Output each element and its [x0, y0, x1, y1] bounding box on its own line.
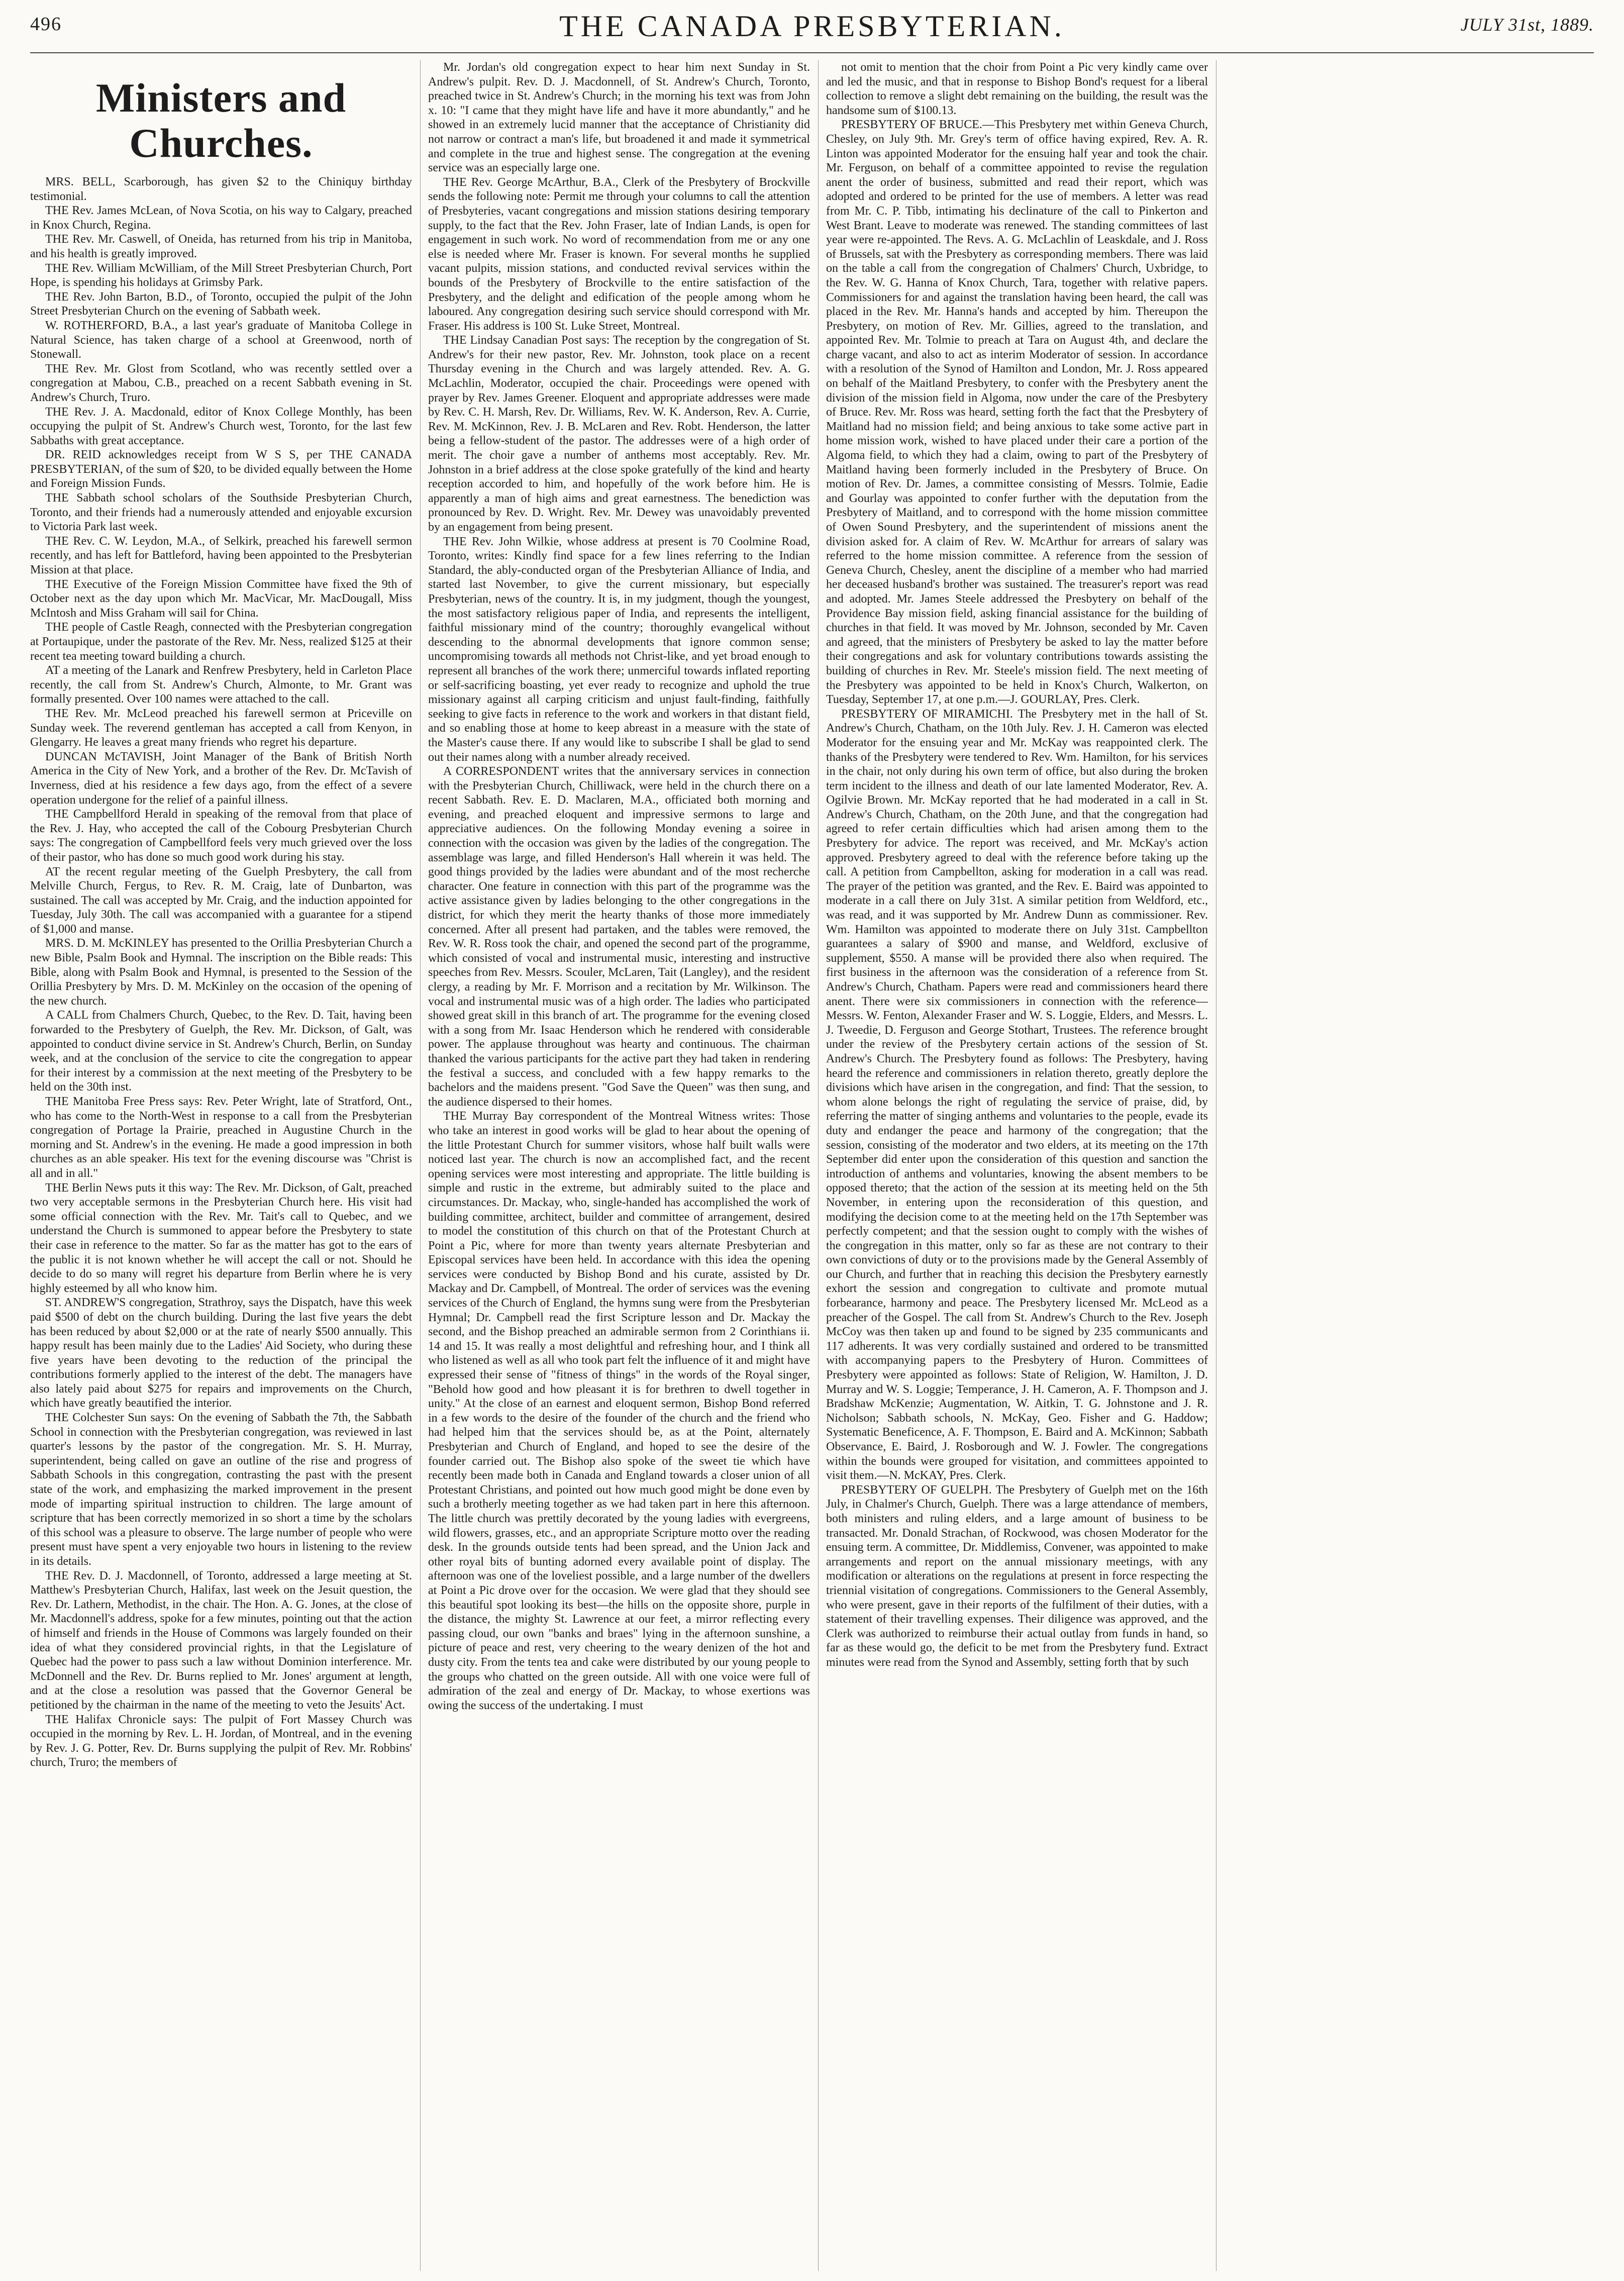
- news-item: A CALL from Chalmers Church, Quebec, to the Rev. D. Tait, having been forwarded to the Presbytery of Guelph, the Rev. Mr. Dickson, of Galt, was appointed to conduct divine service in St. Andrew's Church, Berlin, on Sunday week, and at the conclusion of the service to cite the congregation to appear for their interest by a commission at the next meeting of the Presbytery to be held on the 30th inst.: [30, 1009, 412, 1094]
- header-rule: [30, 52, 1594, 53]
- news-item: THE Rev. William McWilliam, of the Mill Street Presbyterian Church, Port Hope, is spending his holidays at Grimsby Park.: [30, 261, 412, 289]
- news-item: DR. REID acknowledges receipt from W S S, per THE CANADA PRESBYTERIAN, of the sum of $20, to be divided equally between the Home and Foreign Mission Funds.: [30, 448, 412, 490]
- news-item: THE Rev. James McLean, of Nova Scotia, on his way to Calgary, preached in Knox Church, Regina.: [30, 204, 412, 232]
- news-item: Mr. Jordan's old congregation expect to hear him next Sunday in St. Andrew's pulpit. Rev. D. J. Macdonnell, of St. Andrew's Church, Toronto, preached twice in St. Andrew's Church; in the morning his text was from John x. 10: "I came that they might have life and have it more abundantly," and he showed in an extremely lucid manner that the acceptance of Christianity did not narrow or contract a man's life, but broadened it and made it symmetrical and complete in the true and highest sense. The congregation at the evening service was an especially large one.: [428, 61, 810, 175]
- news-item: THE Berlin News puts it this way: The Rev. Mr. Dickson, of Galt, preached two very acceptable sermons in the Presbyterian Church here. His visit had some official connection with the Rev. Mr. Tait's call to Quebec, and we understand the Church is summoned to appear before the Presbytery to state their case in reference to the matter. So far as the matter has got to the ears of the public it is not known whether he will accept the call or not. Should he decide to do so many will regret his departure from Berlin where he is very highly esteemed by all who know him.: [30, 1181, 412, 1295]
- news-item: AT the recent regular meeting of the Guelph Presbytery, the call from Melville Church, Fergus, to Rev. R. M. Craig, late of Dunbarton, was sustained. The call was accepted by Mr. Craig, and the induction appointed for Tuesday, July 30th. The call was accompanied with a guarantee for a stipend of $1,000 and manse.: [30, 865, 412, 936]
- news-item: THE Rev. Mr. Caswell, of Oneida, has returned from his trip in Manitoba, and his health is greatly improved.: [30, 233, 412, 260]
- column-body: [428, 60, 810, 1713]
- article-columns: [30, 60, 1594, 2271]
- news-item: W. ROTHERFORD, B.A., a last year's graduate of Manitoba College in Natural Science, has taken charge of a school at Greenwood, north of Stonewall.: [30, 319, 412, 361]
- news-item: PRESBYTERY OF GUELPH. The Presbytery of Guelph met on the 16th July, in Chalmer's Church, Guelph. There was a large attendance of members, both ministers and ruling elders, and a large amount of business to be transacted. Mr. Donald Strachan, of Rockwood, was chosen Moderator for the ensuing term. A committee, Dr. Middlemiss, Convener, was appointed to make arrangements and report on the annual missionary meetings, with any modification or alterations on the regulations at present in force respecting the triennial visitation of congregations. Commissioners to the General Assembly, who were present, gave in their reports of the fulfilment of their duties, with a statement of their travelling expenses. Their diligence was approved, and the Clerk was authorized to reimburse their actual outlay from funds in hand, so far as these would go, the deficit to be met from the Presbytery fund. Extract minutes were read from the Synod and Assembly, setting forth that by such: [826, 1483, 1208, 1669]
- news-item: DUNCAN McTAVISH, Joint Manager of the Bank of British North America in the City of New York, and a brother of the Rev. Dr. McTavish of Inverness, died at his residence a few days ago, from the effect of a severe operation undergone for the relief of a painful illness.: [30, 750, 412, 807]
- column-body: [826, 60, 1208, 1670]
- news-item: ST. ANDREW'S congregation, Strathroy, says the Dispatch, have this week paid $500 of debt on the church building. During the last five years the debt has been reduced by about $2,000 or at the rate of nearly $500 annually. This happy result has been mainly due to the Ladies' Aid Society, who during these five years have been devoting to the reduction of the principal the contributions formerly applied to the interest of the debt. The managers have also lately paid about $275 for repairs and improvements on the Church, which have greatly beautified the interior.: [30, 1296, 412, 1410]
- column-1: [30, 60, 412, 2271]
- news-item: THE Rev. George McArthur, B.A., Clerk of the Presbytery of Brockville sends the following note: Permit me through your columns to call the attention of Presbyteries, vacant congregations and mission stations desiring temporary supply, to the fact that the Rev. John Fraser, late of Indian Lands, is open for engagement in such work. No word of recommendation from me or any one else is needed where Mr. Fraser is known. For several months he supplied vacant pulpits, mission stations, and conducted revival services within the bounds of the Presbytery of Brockville to the entire satisfaction of the Presbytery, and the delight and edification of the people among whom he laboured. Any congregation desiring such service should correspond with Mr. Fraser. His address is 100 St. Luke Street, Montreal.: [428, 175, 810, 333]
- column-divider: [420, 60, 421, 2271]
- column-2: [428, 60, 810, 2271]
- news-item: THE Lindsay Canadian Post says: The reception by the congregation of St. Andrew's for their new pastor, Rev. Mr. Johnston, took place on a recent Thursday evening in the Church and was largely attended. Rev. A. G. McLachlin, Moderator, occupied the chair. Proceedings were opened with prayer by Rev. James Greener. Eloquent and appropriate addresses were made by Rev. C. H. Marsh, Rev. Dr. Williams, Rev. W. K. Anderson, Rev. A. Currie, Rev. M. McKinnon, Rev. J. B. McLaren and Rev. Robt. Henderson, the latter being a fellow-student of the pastor. The addresses were of a high order of merit. The choir gave a number of anthems most acceptably. Rev. Mr. Johnston in a brief address at the close spoke gratefully of the kind and hearty reception accorded to him, and hopefully of the work before him. He is apparently a man of high aims and great earnestness. The benediction was pronounced by Rev. D. Wright. Rev. Mr. Dewey was unavoidably prevented by an engagement from being present.: [428, 334, 810, 534]
- issue-date: JULY 31st, 1889.: [1460, 15, 1594, 35]
- news-item: THE Rev. J. A. Macdonald, editor of Knox College Monthly, has been occupying the pulpit of St. Andrew's Church west, Toronto, for the last few Sabbaths with great acceptance.: [30, 405, 412, 447]
- column-4: [1224, 60, 1606, 2271]
- column-3: [826, 60, 1208, 2271]
- section-title: Ministers and Churches.: [95, 75, 347, 166]
- news-item: THE Rev. Mr. McLeod preached his farewell sermon at Priceville on Sunday week. The reverend gentleman has accepted a call from Kenyon, in Glengarry. He leaves a great many friends who regret his departure.: [30, 707, 412, 749]
- column-divider: [818, 60, 819, 2271]
- news-item: PRESBYTERY OF BRUCE.—This Presbytery met within Geneva Church, Chesley, on July 9th. Mr. Grey's term of office having expired, Rev. A. R. Linton was appointed Moderator for the ensuing half year and took the chair. Mr. Ferguson, on behalf of a committee appointed to revise the regulation anent the order of business, submitted and read their report, which was adopted and ordered to be printed for the use of members. A letter was read from Mr. C. P. Tibb, intimating his declinature of the call to Pinkerton and West Brant. Leave to moderate was renewed. The standing committees of last year were re-appointed. The Revs. A. G. McLachlin of Leaskdale, and J. Ross of Brussels, sat with the Presbytery as corresponding members. There was laid on the table a call from the congregation of Chalmers' Church, Uxbridge, to the Rev. W. G. Hanna of Knox Church, Tara, together with relative papers. Commissioners for and against the translation having been heard, the call was placed in the Rev. Mr. Hanna's hands and accepted by him. Thereupon the Presbytery, on motion of Rev. Mr. Gillies, agreed to the translation, and appointed Rev. Mr. Tolmie to preach at Tara on August 4th, and declare the charge vacant, and also to act as interim Moderator of session. In accordance with a resolution of the Synod of Hamilton and London, Mr. J. Ross appeared on behalf of the Maitland Presbytery, to confer with the Presbytery anent the division of the mission field in Algoma, now under the care of the Presbytery of Bruce. Rev. Mr. Ross was heard, setting forth the fact that the Presbytery of Maitland had no mission field; and being anxious to take some active part in home mission work, wished to have placed under their care a portion of the Algoma field, to which they had a claim, owing to part of the Presbytery of Maitland having been formerly included in the Presbytery of Bruce. On motion of Rev. Dr. James, a committee consisting of Messrs. Tolmie, Eadie and Gourlay was appointed to confer further with the deputation from the Presbytery of Maitland, and to correspond with the home mission committee of Owen Sound Presbytery, and the superintendent of missions anent the division asked for. A claim of Rev. W. McArthur for arrears of salary was referred to the home mission committee. A reference from the session of Geneva Church, Chesley, anent the discipline of a member who had married her deceased husband's brother was sustained. The treasurer's report was read and adopted. Mr. James Steele addressed the Presbytery on behalf of the Providence Bay mission field, asking financial assistance for the building of churches in that field. It was moved by Mr. Johnson, seconded by Mr. Caven and agreed, that the ministers of Presbytery be asked to lay the matter before their congregations and ask for voluntary contributions towards assisting the building of churches in Rev. Mr. Steele's mission field. The next meeting of the Presbytery was appointed to be held in Knox's Church, Walkerton, on Tuesday, September 17, at one p.m.—J. GOURLAY, Pres. Clerk.: [826, 118, 1208, 707]
- news-item: THE Sabbath school scholars of the Southside Presbyterian Church, Toronto, and their friends had a numerously attended and enjoyable excursion to Victoria Park last week.: [30, 491, 412, 534]
- page-number: 496: [30, 14, 62, 35]
- news-item: AT a meeting of the Lanark and Renfrew Presbytery, held in Carleton Place recently, the call from St. Andrew's Church, Almonte, to Mr. Grant was formally presented. Over 100 names were attached to the call.: [30, 664, 412, 706]
- news-item: MRS. D. M. McKINLEY has presented to the Orillia Presbyterian Church a new Bible, Psalm Book and Hymnal. The inscription on the Bible reads: This Bible, along with Psalm Book and Hymnal, is presented to the Session of the Orillia Presbytery by Mrs. D. M. McKinley on the occasion of the opening of the new church.: [30, 937, 412, 1008]
- news-item: THE Rev. Mr. Glost from Scotland, who was recently settled over a congregation at Mabou, C.B., preached on a recent Sabbath evening in St. Andrew's Church, Truro.: [30, 362, 412, 404]
- column-body: [30, 175, 412, 1770]
- page-header: [30, 9, 1594, 44]
- news-item: PRESBYTERY OF MIRAMICHI. The Presbytery met in the hall of St. Andrew's Church, Chatham, on the 10th July. Rev. J. H. Cameron was elected Moderator for the ensuing year and Mr. McKay was reappointed clerk. The thanks of the Presbytery were tendered to Rev. Wm. Hamilton, for his services in the chair, not only during his own term of office, but also during the broken term incident to the illness and death of our late lamented Moderator, Rev. A. Ogilvie Brown. Mr. McKay reported that he had moderated in a call in St. Andrew's Church, Chatham, on the 20th June, and that the congregation had agreed to refer certain difficulties which had arisen among them to the Presbytery for advice. The report was received, and Mr. McKay's action approved. Presbytery agreed to deal with the reference before taking up the call. A petition from Campbellton, asking for moderation in a call was read. The prayer of the petition was granted, and the Rev. E. Baird was appointed to moderate in a call there on July 31st. A similar petition from Weldford, etc., was read, and it was supported by Mr. Andrew Dunn as commissioner. Rev. Wm. Hamilton was appointed to moderate there on July 31st. Campbellton guarantees a salary of $900 and manse, and Weldford, exclusive of supplement, $550. A manse will be provided there also when required. The first business in the afternoon was the consideration of a reference from St. Andrew's Church, Chatham. Papers were read and commissioners heard there anent. There were six commissioners in connection with the reference—Messrs. W. Fenton, Alexander Fraser and W. S. Loggie, Elders, and Messrs. L. J. Tweedie, D. Ferguson and George Stothart, Trustees. The reference brought under the review of the Presbytery certain actions of the session of St. Andrew's Church. The Presbytery found as follows: The Presbytery, having heard the reference and commissioners in relation thereto, greatly deplore the divisions which have arisen in the congregation, and find: That the session, to whom alone belongs the right of regulating the service of praise, did, by referring the matter of singing anthems and voluntaries to the people, evade its duty and endanger the peace and harmony of the congregation; that the session, consisting of the moderator and two elders, at its meeting on the 17th September did enter upon the consideration of this question and sanction the introduction of anthems and voluntaries, knowing the absent members to be opposed thereto; that the action of the session at its meeting held on the 5th November, in entering upon the reconsideration of this question, and modifying the decision come to at the meeting held on the 17th September was perfectly competent; and that the session ought to comply with the wishes of the congregation in this matter, only so far as these are not contrary to their own convictions of duty or to the provisions made by the General Assembly of our Church, and further that in reaching this decision the Presbytery earnestly exhort the session and congregation to cultivate and promote mutual forbearance, harmony and peace. The Presbytery licensed Mr. McLeod as a preacher of the Gospel. The call from St. Andrew's Church to the Rev. Joseph McCoy was then taken up and found to be signed by 235 communicants and 117 adherents. It was very cordially sustained and ordered to be transmitted with accompanying papers to the Presbytery of Huron. Committees of Presbytery were appointed as follows: State of Religion, W. Hamilton, J. D. Murray and W. S. Loggie; Temperance, J. H. Cameron, A. F. Thompson and J. Bradshaw McKenzie; Augmentation, W. Aitkin, T. G. Johnstone and J. R. Nicholson; Sabbath schools, N. McKay, Geo. Fisher and G. Haddow; Systematic Beneficence, A. F. Thompson, E. Baird and A. McKinnon; Sabbath Observance, E. Baird, J. Rosborough and W. J. Fowler. The congregations within the bounds were grouped for visitation, and committees appointed to visit them.—N. McKAY, Pres. Clerk.: [826, 707, 1208, 1482]
- news-item: THE Murray Bay correspondent of the Montreal Witness writes: Those who take an interest in good works will be glad to hear about the opening of the little Protestant Church for summer visitors, whose half built walls were noticed last year. The church is now an accomplished fact, and the recent opening services were most interesting and appropriate. The little building is simple and rustic in the extreme, but admirably suited to the place and circumstances. Dr. Mackay, who, single-handed has accomplished the work of building committee, architect, builder and committee of arrangement, desired to model the constitution of this church on that of the Protestant Church at Point a Pic, where for more than twenty years alternate Presbyterian and Episcopal services have been held. In accordance with this idea the opening services were conducted by Bishop Bond and his curate, assisted by Dr. Mackay and Dr. Campbell, of Montreal. The order of services was the evening services of the Church of England, the hymns sung were from the Presbyterian Hymnal; Dr. Campbell read the first Scripture lesson and Dr. Mackay the second, and the Bishop preached an admirable sermon from 2 Corinthians ii. 14 and 15. It was really a most delightful and refreshing hour, and I think all who listened as well as all who took part felt the influence of it and might have expressed their sense of "fitness of things" in the words of the Royal singer, "Behold how good and how pleasant it is for brethren to dwell together in unity." At the close of an earnest and eloquent sermon, Bishop Bond referred in a few words to the desire of the founder of the church and the friend who had helped him that the services should be, as at the Point, alternately Presbyterian and Church of England, and hoped to see the desire of the founder carried out. The Bishop also spoke of the sweet tie which have recently been made both in Canada and England towards a closer union of all Protestant Christians, and pointed out how much good might be done even by such a brotherly meeting together as we had taken part in here this afternoon. The little church was prettily decorated by the young ladies with evergreens, wild flowers, grasses, etc., and an appropriate Scripture motto over the reading desk. In the grounds outside tents had been spread, and the Union Jack and other royal bits of bunting adorned every available point of display. The afternoon was one of the loveliest possible, and a large number of the dwellers at Point a Pic drove over for the occasion. We were glad that they should see this beautiful spot looking its best—the hills on the opposite shore, purple in the distance, the mighty St. Lawrence at our feet, a mirror reflecting every passing cloud, our own "banks and braes" lying in the afternoon sunshine, a picture of peace and rest, very cheering to the weary denizen of the hot and dusty city. From the tents tea and cake were distributed by our young people to the groups who chatted on the green outside. All with one voice were full of admiration of the zeal and energy of Dr. Mackay, to whose exertions was owing the success of the undertaking. I must: [428, 1110, 810, 1712]
- news-item: THE Rev. John Barton, B.D., of Toronto, occupied the pulpit of the John Street Presbyterian Church on the evening of Sabbath week.: [30, 290, 412, 318]
- news-item: THE Rev. D. J. Macdonnell, of Toronto, addressed a large meeting at St. Matthew's Presbyterian Church, Halifax, last week on the Jesuit question, the Rev. Dr. Lathern, Methodist, in the chair. The Hon. A. G. Jones, at the close of Mr. Macdonnell's address, spoke for a few minutes, pointing out that the action of himself and friends in the House of Commons was largely founded on their idea of what they considered provincial rights, in that the Legislature of Quebec had the power to pass such a law without Dominion interference. Mr. McDonnell and the Rev. Dr. Burns replied to Mr. Jones' argument at length, and at the close a resolution was passed that the Governor General be petitioned by the chairman in the name of the meeting to veto the Jesuits' Act.: [30, 1569, 412, 1712]
- news-item: MRS. BELL, Scarborough, has given $2 to the Chiniquy birthday testimonial.: [30, 175, 412, 203]
- news-item: THE Halifax Chronicle says: The pulpit of Fort Massey Church was occupied in the morning by Rev. L. H. Jordan, of Montreal, and in the evening by Rev. J. G. Potter, Rev. Dr. Burns supplying the pulpit of Rev. Mr. Robbins' church, Truro; the members of: [30, 1713, 412, 1769]
- news-item: THE Rev. John Wilkie, whose address at present is 70 Coolmine Road, Toronto, writes: Kindly find space for a few lines referring to the Indian Standard, the ably-conducted organ of the Presbyterian Alliance of India, and started last November, to give the current missionary, but especially Presbyterian, news of the country. It is, in my judgment, though the youngest, the most satisfactory religious paper of India, and represents the intelligent, faithful missionary mind of the country; thoroughly evangelical without descending to the abnormal developments that ignore common sense; uncompromising towards all methods not Christ-like, and yet broad enough to represent all branches of the work there; unmerciful towards inflated reporting or self-sacrificing boasting, yet ever ready to recognize and uphold the true missionary against all carping criticism and unjust fault-finding, faithfully seeking to give facts in reference to the work and workers in that distant field, and so enabling those at home to keep abreast in a measure with the state of the Master's cause there. If any would like to subscribe I shall be glad to send out their names along with a number already received.: [428, 535, 810, 764]
- news-item: THE Manitoba Free Press says: Rev. Peter Wright, late of Stratford, Ont., who has come to the North-West in response to a call from the Presbyterian congregation of Portage la Prairie, preached in Augustine Church in the morning and St. Andrew's in the evening. He made a good impression in both churches as an able speaker. His text for the evening discourse was "Christ is all and in all.": [30, 1095, 412, 1180]
- news-item: A CORRESPONDENT writes that the anniversary services in connection with the Presbyterian Church, Chilliwack, were held in the church there on a recent Sabbath. Rev. E. D. Maclaren, M.A., officiated both morning and evening, and preached eloquent and impressive sermons to large and appreciative audiences. On the following Monday evening a soiree in connection with the occasion was given by the ladies of the congregation. The assemblage was large, and filled Henderson's Hall wherein it was held. The good things provided by the ladies were abundant and of the most recherche character. One feature in connection with this part of the programme was the active assistance given by ladies belonging to the other congregations in the district, for which they merit the hearty thanks of those more immediately concerned. After all present had partaken, and the tables were removed, the Rev. W. R. Ross took the chair, and opened the second part of the programme, which consisted of vocal and instrumental music, interesting and instructive speeches from Rev. Messrs. Scouler, McLaren, Tait (Langley), and the resident clergy, a reading by Mr. F. Morrison and a recitation by Mr. Wilkinson. The vocal and instrumental music was of a high order. The ladies who participated showed great skill in this branch of art. The programme for the evening closed with a song from Mr. Isaac Henderson which he rendered with considerable power. The applause throughout was hearty and continuous. The chairman thanked the various participants for the active part they had taken in rendering the festival a success, and concluded with a few happy remarks to the bachelors and the maidens present. "God Save the Queen" was then sung, and the audience dispersed to their homes.: [428, 765, 810, 1109]
- masthead-title: THE CANADA PRESBYTERIAN.: [559, 10, 1065, 43]
- news-item: THE Campbellford Herald in speaking of the removal from that place of the Rev. J. Hay, who accepted the call of the Cobourg Presbyterian Church says: The congregation of Campbellford feels very much grieved over the loss of their pastor, who has done so much good work during his stay.: [30, 808, 412, 864]
- news-item: THE Colchester Sun says: On the evening of Sabbath the 7th, the Sabbath School in connection with the Presbyterian congregation, was reviewed in last quarter's lessons by the pastor of the congregation. Mr. S. H. Murray, superintendent, being called on gave an outline of the rise and progress of Sabbath Schools in this congregation, contrasting the past with the present state of the work, and emphasizing the marked improvement in the present mode of imparting spiritual instruction to children. The large amount of scripture that has been correctly memorized in so short a time by the scholars of this school was a pleasure to observe. The large number of people who were present must have spent a very enjoyable two hours in listening to the review in its details.: [30, 1411, 412, 1568]
- news-item: not omit to mention that the choir from Point a Pic very kindly came over and led the music, and that in response to Bishop Bond's request for a liberal collection to remove a slight debt remaining on the building, the result was the handsome sum of $100.13.: [826, 61, 1208, 117]
- news-item: THE people of Castle Reagh, connected with the Presbyterian congregation at Portaupique, under the pastorate of the Rev. Mr. Ness, realized $125 at their recent tea meeting toward building a church.: [30, 621, 412, 663]
- news-item: THE Executive of the Foreign Mission Committee have fixed the 9th of October next as the day upon which Mr. MacVicar, Mr. MacDougall, Miss McIntosh and Miss Graham will sail for China.: [30, 577, 412, 620]
- news-item: THE Rev. C. W. Leydon, M.A., of Selkirk, preached his farewell sermon recently, and has left for Battleford, having been appointed to the Presbyterian Mission at that place.: [30, 534, 412, 577]
